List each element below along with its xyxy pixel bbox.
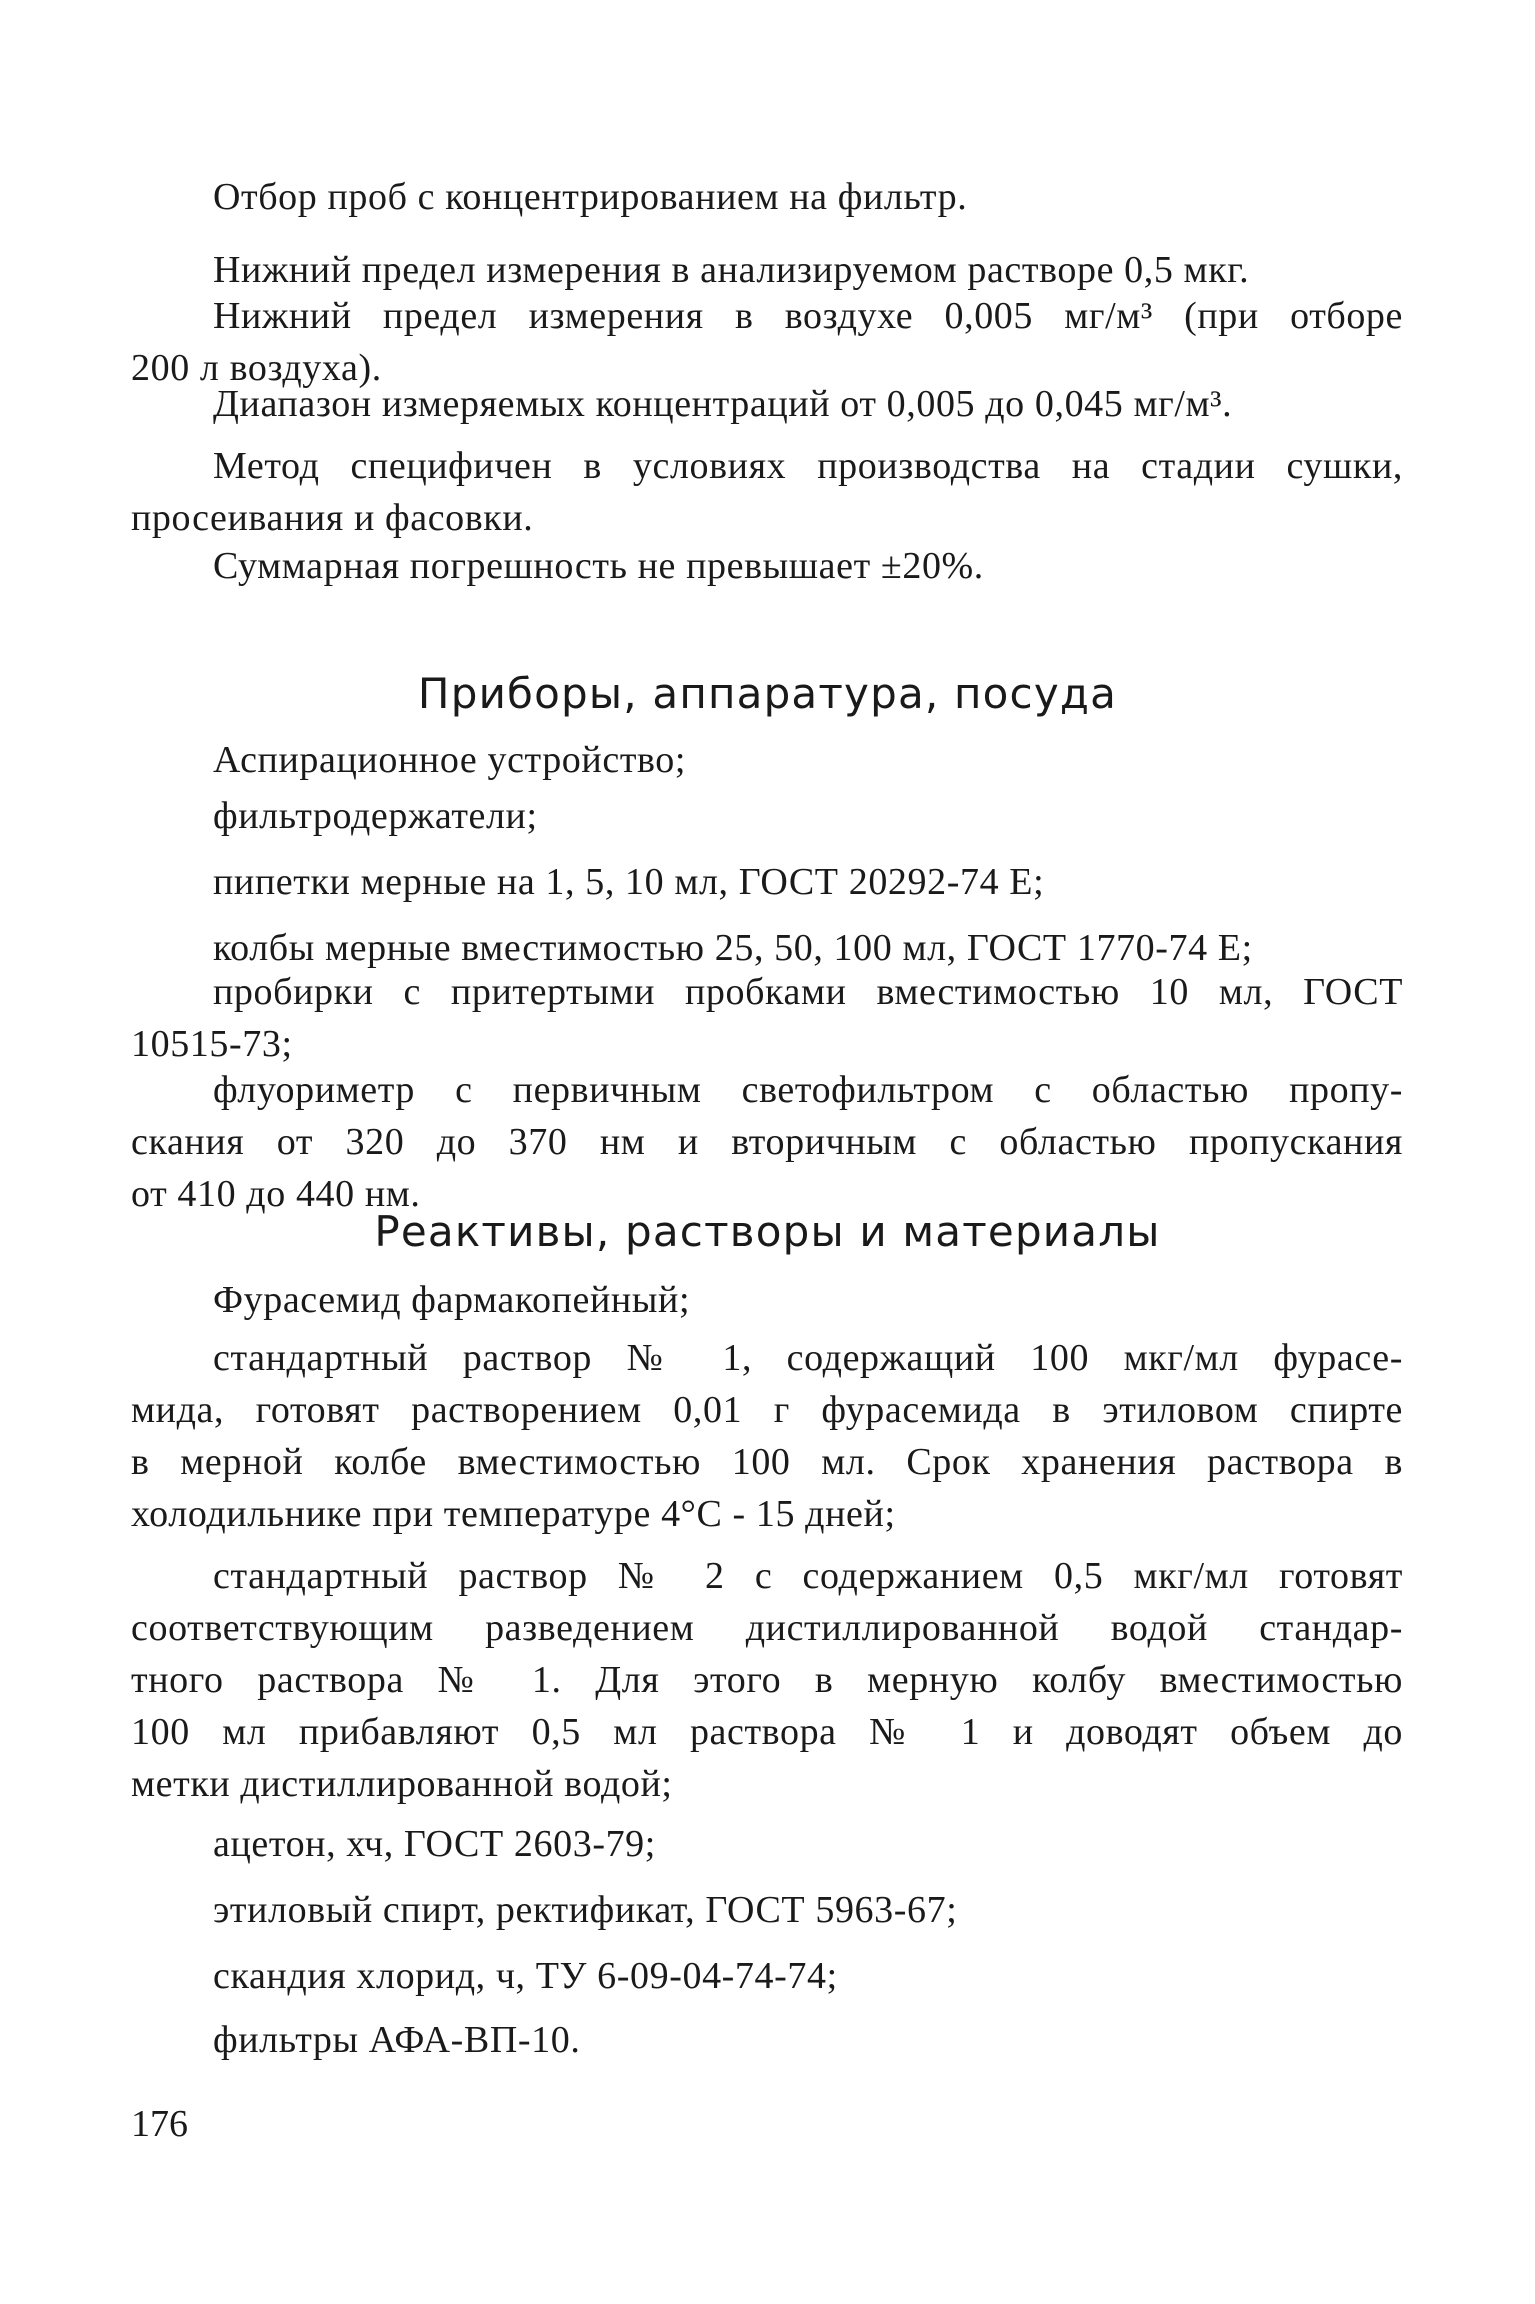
intro-line-1: Отбор проб с концентрированием на фильтр. [213, 176, 968, 218]
equipment-item-5: пробирки с притертыми пробками вместимостью 10 мл, ГОСТ 10515-73; [131, 971, 1403, 1065]
reagent-item-7: фильтры АФА-ВП-10. [213, 2019, 581, 2061]
reagent-item-2: стандартный раствор № 1, содержащий 100 мкг/мл фурасе- мида, готовят растворением 0,01 г фурасемида в этиловом спирте в мерной колбе вместимостью 100 мл. Срок хранения раствора в холодильнике при температуре 4°С - 15 дней; [131, 1337, 1403, 1535]
reagent-item-5: этиловый спирт, ректификат, ГОСТ 5963-67; [213, 1889, 958, 1931]
reagent-item-3: стандартный раствор № 2 с содержанием 0,5 мкг/мл готовят соответствующим разведением дистиллированной водой стандар- тного раствора № 1. Для этого в мерную колбу вместимостью 100 мл прибавляют 0,5 мл раствора № 1 и доводят объем до метки дистиллированной водой; [131, 1555, 1403, 1805]
intro-line-6: Суммарная погрешность не превышает ±20%. [213, 545, 984, 587]
equipment-item-1: Аспирационное устройство; [213, 739, 687, 781]
equipment-item-6: флуориметр с первичным светофильтром с областью пропу- скания от 320 до 370 нм и вторичным с областью пропускания от 410 до 440 нм. [131, 1069, 1403, 1215]
intro-line-2: Нижний предел измерения в анализируемом растворе 0,5 мкг. [213, 249, 1250, 291]
equipment-item-2: фильтродержатели; [213, 795, 538, 837]
intro-paragraph-3: Нижний предел измерения в воздухе 0,005 мг/м³ (при отборе 200 л воздуха). [131, 295, 1403, 389]
reagent-item-1: Фурасемид фармакопейный; [213, 1279, 691, 1321]
page-number: 176 [131, 2103, 188, 2145]
intro-paragraph-5: Метод специфичен в условиях производства на стадии сушки, просеивания и фасовки. [131, 445, 1403, 539]
reagent-item-6: скандия хлорид, ч, ТУ 6-09-04-74-74; [213, 1955, 838, 1997]
intro-line-4: Диапазон измеряемых концентраций от 0,005 до 0,045 мг/м³. [213, 383, 1233, 425]
reagent-item-4: ацетон, хч, ГОСТ 2603-79; [213, 1823, 656, 1865]
section-title-equipment: Приборы, аппаратура, посуда [417, 669, 1118, 718]
equipment-item-3: пипетки мерные на 1, 5, 10 мл, ГОСТ 20292-74 Е; [213, 861, 1045, 903]
section-title-reagents: Реактивы, растворы и материалы [374, 1207, 1161, 1256]
equipment-item-4: колбы мерные вместимостью 25, 50, 100 мл, ГОСТ 1770-74 Е; [213, 927, 1253, 969]
